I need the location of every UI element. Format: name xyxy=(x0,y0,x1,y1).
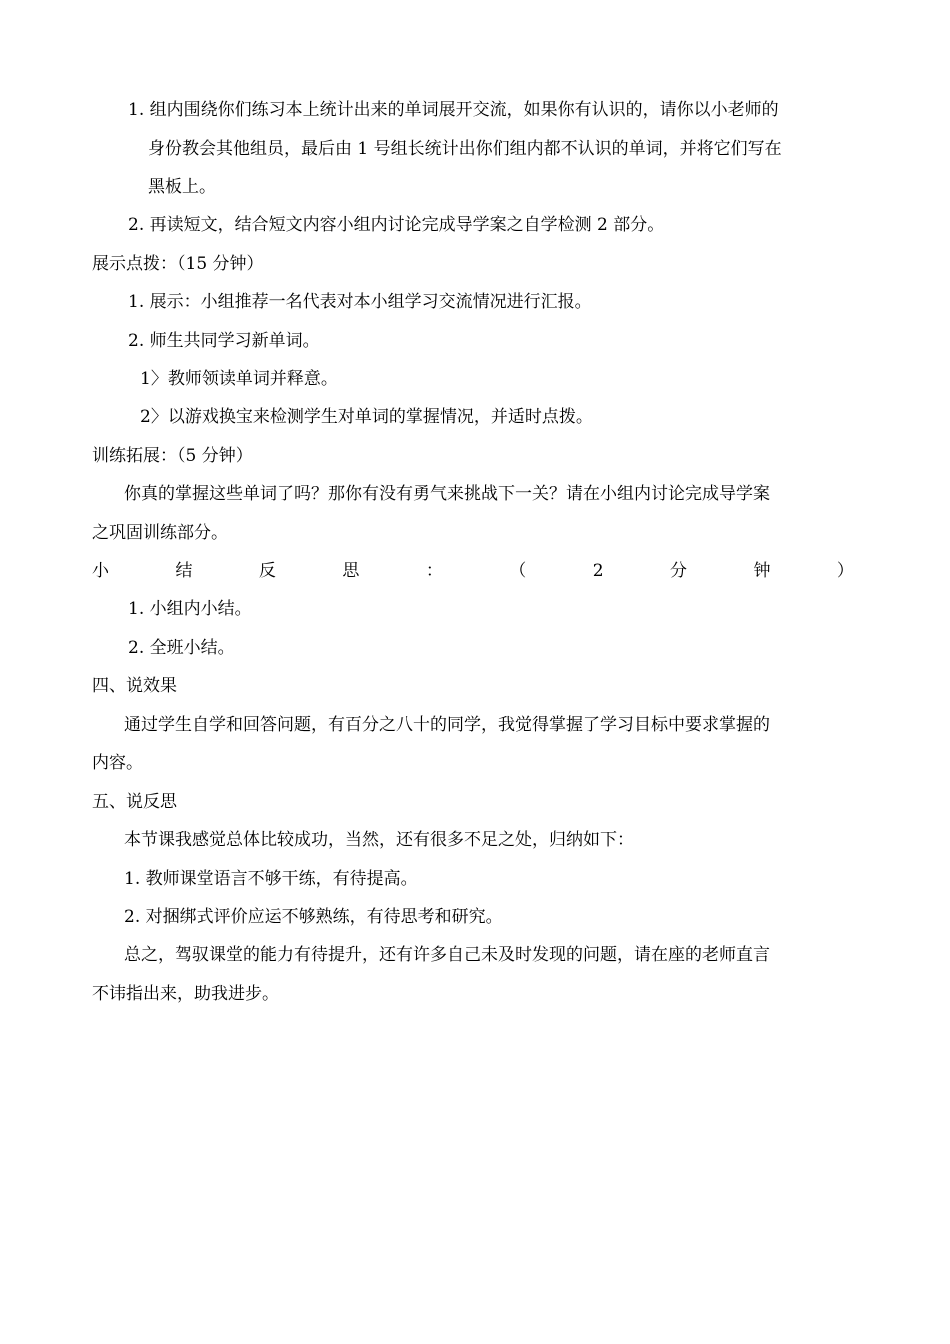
summary-heading-char: 结 xyxy=(175,561,193,581)
summary-heading-char: 2 xyxy=(592,561,604,581)
training-line-2: 之巩固训练部分。 xyxy=(92,523,228,543)
reflection-intro: 本节课我感觉总体比较成功，当然，还有很多不足之处，归纳如下： xyxy=(124,830,634,850)
effect-line-2: 内容。 xyxy=(92,753,143,773)
summary-item-2: 2. 全班小结。 xyxy=(128,638,235,658)
training-heading: 训练拓展：（5 分钟） xyxy=(92,446,253,466)
show-guide-heading: 展示点拨：（15 分钟） xyxy=(92,254,264,274)
summary-heading-char: 钟 xyxy=(753,561,771,581)
summary-heading xyxy=(92,560,854,582)
reread-passage-item: 2. 再读短文，结合短文内容小组内讨论完成导学案之自学检测 2 部分。 xyxy=(128,215,665,235)
conclusion-line-2: 不讳指出来，助我进步。 xyxy=(92,984,279,1004)
effect-heading: 四、说效果 xyxy=(92,676,177,696)
summary-heading-char: （ xyxy=(509,561,527,581)
effect-line-1: 通过学生自学和回答问题，有百分之八十的同学，我觉得掌握了学习目标中要求掌握的 xyxy=(124,715,770,735)
training-line-1: 你真的掌握这些单词了吗？那你有没有勇气来挑战下一关？请在小组内讨论完成导学案 xyxy=(124,484,770,504)
conclusion-line-1: 总之，驾驭课堂的能力有待提升，还有许多自己未及时发现的问题，请在座的老师直言 xyxy=(124,945,770,965)
summary-heading-char: 反 xyxy=(258,561,276,581)
group-exchange-line-2: 身份教会其他组员，最后由 1 号组长统计出你们组内都不认识的单词，并将它们写在 xyxy=(148,139,782,159)
show-subitem-1: 1〉教师领读单词并释意。 xyxy=(140,369,338,389)
summary-heading-char: 小 xyxy=(92,561,109,581)
show-subitem-2: 2〉以游戏换宝来检测学生对单词的掌握情况，并适时点拨。 xyxy=(140,407,593,427)
reflection-item-2: 2. 对捆绑式评价应运不够熟练，有待思考和研究。 xyxy=(124,907,503,927)
show-item-2: 2. 师生共同学习新单词。 xyxy=(128,331,320,351)
reflection-heading: 五、说反思 xyxy=(92,792,177,812)
summary-heading-char: ） xyxy=(836,561,854,581)
summary-item-1: 1. 小组内小结。 xyxy=(128,599,252,619)
summary-heading-char: 思 xyxy=(342,561,360,581)
summary-heading-char: 分 xyxy=(670,561,687,581)
reflection-item-1: 1. 教师课堂语言不够干练，有待提高。 xyxy=(124,869,418,889)
summary-heading-char: ： xyxy=(425,561,443,581)
group-exchange-line-3: 黑板上。 xyxy=(148,177,216,197)
show-item-1: 1. 展示：小组推荐一名代表对本小组学习交流情况进行汇报。 xyxy=(128,292,592,312)
group-exchange-line-1: 1. 组内围绕你们练习本上统计出来的单词展开交流，如果你有认识的，请你以小老师的 xyxy=(128,100,779,120)
